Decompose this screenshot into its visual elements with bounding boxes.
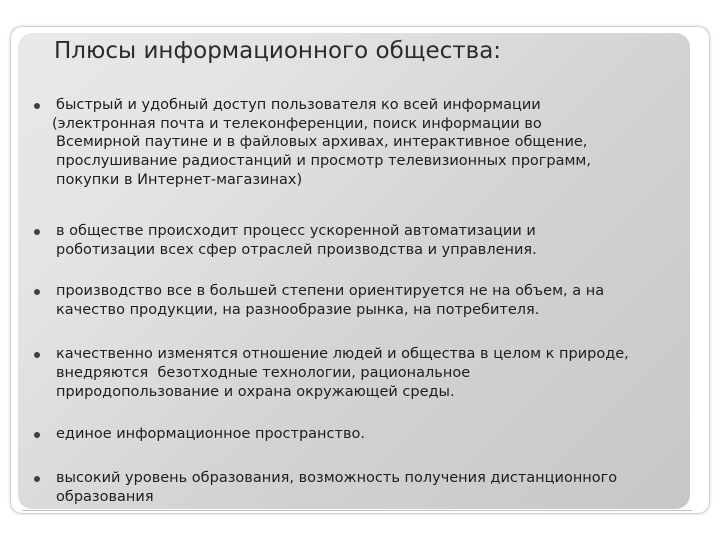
- bottom-divider: [22, 510, 692, 511]
- bullet-line: производство все в большей степени ориентируется не на объем, а на: [56, 283, 605, 299]
- bullet-line: Всемирной паутине и в файловых архивах, интерактивное общение,: [56, 134, 588, 151]
- bullet-line: образования: [56, 489, 154, 505]
- bullet-line: быстрый и удобный доступ пользователя ко всей информации: [56, 97, 541, 113]
- bullet-line: качественно изменятся отношение людей и общества в целом к природе,: [56, 346, 629, 362]
- bullet-dot: [34, 229, 40, 235]
- bullet-line: качество продукции, на разнообразие рынка, на потребителя.: [56, 302, 540, 318]
- bullet-line: единое информационное пространство.: [56, 426, 365, 442]
- slide-title: Плюсы информационного общества:: [54, 38, 502, 64]
- bullet-dot: [34, 352, 40, 358]
- bullet-line: внедряются безотходные технологии, рациональное: [56, 365, 471, 381]
- bullet-line: покупки в Интернет-магазинах): [56, 171, 303, 188]
- bullet-dot: [34, 289, 40, 295]
- bullet-line: прослушивание радиостанций и просмотр телевизионных программ,: [56, 153, 591, 170]
- bullet-line: роботизации всех сфер отраслей производства и управления.: [56, 242, 537, 258]
- bullet-line: в обществе происходит процесс ускоренной автоматизации и: [56, 223, 536, 239]
- bullet-dot: [34, 476, 40, 482]
- bullet-dot: [34, 432, 40, 438]
- bullet-line: высокий уровень образования, возможность получения дистанционного: [56, 470, 618, 486]
- bullet-dot: [34, 103, 40, 109]
- bullet-line: (электронная почта и телеконференции, поиск информации во: [52, 115, 542, 132]
- bullet-line: природопользование и охрана окружающей среды.: [56, 384, 455, 400]
